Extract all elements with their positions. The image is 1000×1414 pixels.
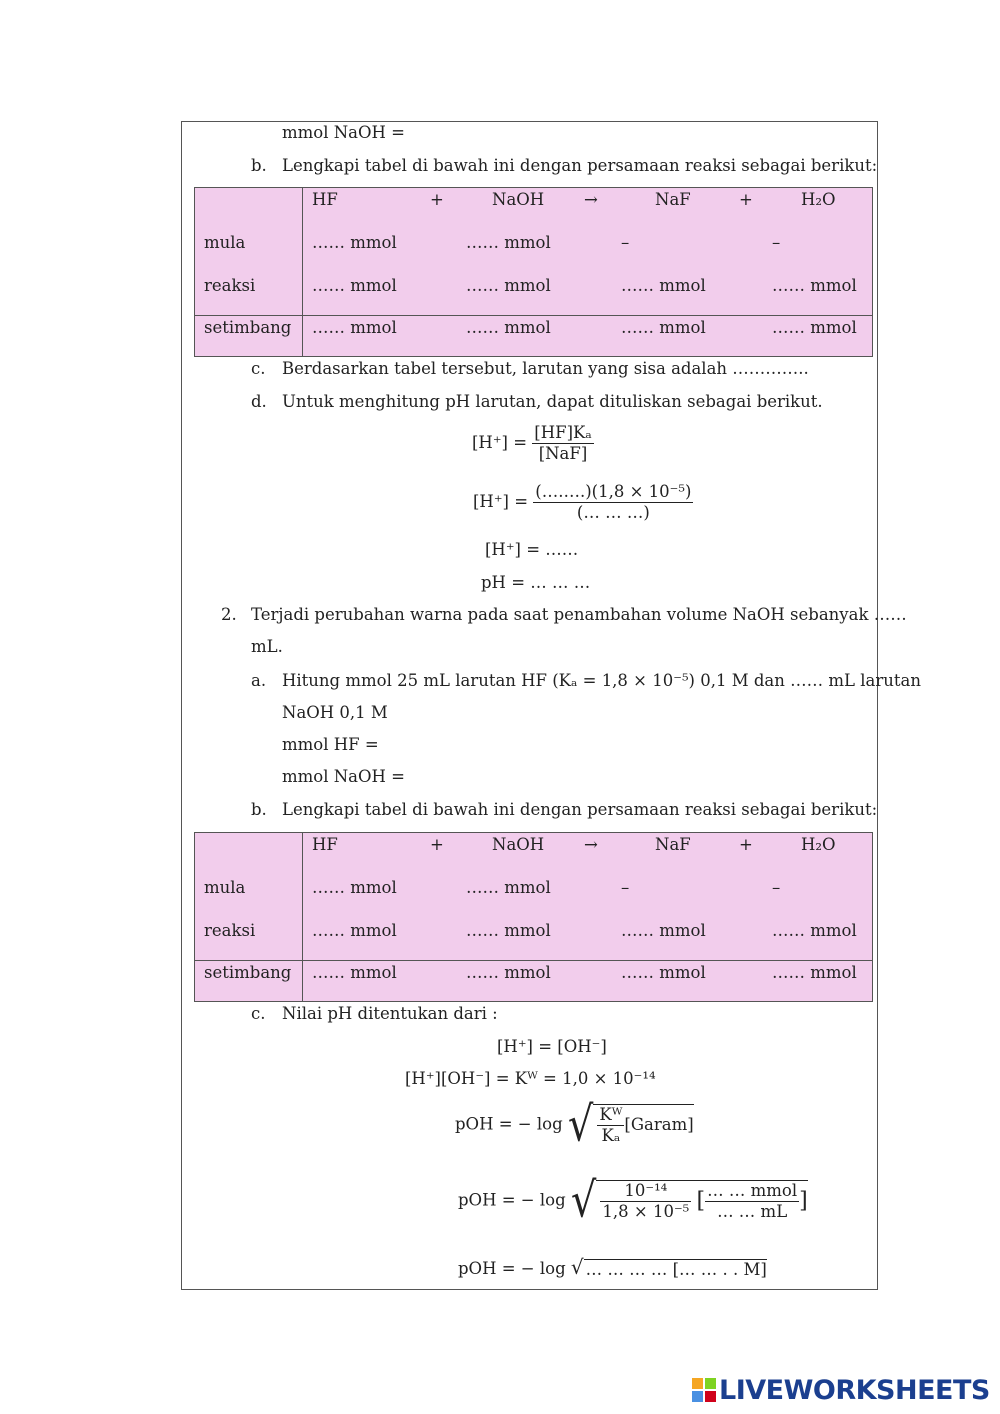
- table-header-cell: NaF: [655, 835, 691, 854]
- table-header-cell: →: [584, 835, 598, 854]
- item-a-marker: a.: [251, 671, 267, 690]
- equation-h-plus-substituted: [473, 482, 693, 523]
- sqrt-icon: √: [570, 1173, 597, 1229]
- fraction-numerator: Kᵂ: [599, 1105, 623, 1124]
- table-header-cell: +: [739, 835, 753, 854]
- sqrt-icon: √: [570, 1255, 584, 1279]
- table-cell: …… mmol: [466, 318, 551, 337]
- table-header-cell: NaOH: [492, 190, 545, 209]
- mmol-naoh-label: mmol NaOH =: [282, 123, 406, 142]
- equation-lhs: pOH = − log: [458, 1190, 566, 1210]
- equation-lhs: pOH = − log: [455, 1114, 563, 1134]
- equation-h-plus-value: [H⁺] = ……: [485, 540, 579, 559]
- table-header-cell: +: [739, 190, 753, 209]
- table-divider: [302, 833, 303, 1001]
- table-cell: …… mmol: [621, 963, 706, 982]
- equation-h-plus-ratio: [472, 423, 594, 464]
- table-divider: [195, 960, 872, 961]
- table-cell: …… mmol: [772, 276, 857, 295]
- table-header-cell: →: [584, 190, 598, 209]
- table-cell: –: [772, 878, 781, 897]
- mmol-hf-label: mmol HF =: [282, 735, 379, 754]
- table-cell: …… mmol: [621, 276, 706, 295]
- equation-lhs: [H⁺] =: [472, 433, 528, 452]
- equation-water-constant: [H⁺][OH⁻] = Kᵂ = 1,0 × 10⁻¹⁴: [405, 1069, 656, 1088]
- item-c-marker: c.: [251, 1004, 266, 1023]
- fraction: [533, 482, 693, 523]
- sqrt-radicand: [593, 1104, 693, 1146]
- table-header-cell: +: [430, 190, 444, 209]
- sqrt-icon: √: [567, 1097, 594, 1153]
- fraction-numerator: 10⁻¹⁴: [624, 1181, 668, 1200]
- fraction: [597, 1105, 624, 1146]
- logo-tiles-icon: [692, 1378, 716, 1402]
- row-label: mula: [204, 233, 246, 252]
- table-cell: …… mmol: [312, 276, 397, 295]
- item-b-marker: b.: [251, 156, 267, 175]
- table-header-cell: H₂O: [801, 835, 836, 854]
- item-b-marker: b.: [251, 800, 267, 819]
- equation-lhs: pOH = − log: [458, 1259, 566, 1278]
- sqrt-radicand: $\frac{\text{10⁻¹⁴}}{\text{1,8 × 10⁻⁵}}$ [ $\frac{\text{… … mmol}}{\dots \dots mL}$ ]: [596, 1180, 807, 1222]
- item-b-text: Lengkapi tabel di bawah ini dengan persamaan reaksi sebagai berikut:: [282, 156, 878, 175]
- fraction-denominator: … … mL: [705, 1201, 799, 1222]
- fraction: [600, 1181, 691, 1222]
- table-header-cell: HF: [312, 835, 338, 854]
- reaction-table-2: [194, 832, 873, 1002]
- table-header-cell: NaF: [655, 190, 691, 209]
- fraction-numerator: (….….)(1,8 × 10⁻⁵): [535, 482, 692, 501]
- fraction-numerator: … … mmol: [707, 1181, 798, 1200]
- table-header-cell: HF: [312, 190, 338, 209]
- table-header-cell: H₂O: [801, 190, 836, 209]
- equation-poh-formula: [455, 1097, 694, 1153]
- table-cell: …… mmol: [466, 878, 551, 897]
- reaction-table-1: [194, 187, 873, 357]
- mmol-naoh-label: mmol NaOH =: [282, 767, 406, 786]
- table-cell: …… mmol: [772, 921, 857, 940]
- fraction: [705, 1181, 799, 1222]
- table-divider: [302, 188, 303, 356]
- item-a-text: Hitung mmol 25 mL larutan HF (Kₐ = 1,8 × 10⁻⁵) 0,1 M dan …… mL larutan: [282, 671, 921, 690]
- table-cell: …… mmol: [466, 233, 551, 252]
- row-label: reaksi: [204, 921, 256, 940]
- question-2-text: Terjadi perubahan warna pada saat penambahan volume NaOH sebanyak ……: [251, 605, 907, 624]
- item-c-text: Nilai pH ditentukan dari :: [282, 1004, 498, 1023]
- table-cell: …… mmol: [621, 921, 706, 940]
- fraction-denominator: Kₐ: [597, 1125, 624, 1146]
- equation-poh-substituted: [458, 1173, 808, 1229]
- table-cell: …… mmol: [312, 233, 397, 252]
- item-c-text: Berdasarkan tabel tersebut, larutan yang sisa adalah …………..: [282, 359, 809, 378]
- table-header-cell: NaOH: [492, 835, 545, 854]
- row-label: setimbang: [204, 963, 292, 982]
- table-cell: …… mmol: [312, 878, 397, 897]
- equation-ph-value: pH = … … …: [481, 573, 591, 592]
- fraction-numerator: [HF]Kₐ: [534, 423, 592, 442]
- row-label: setimbang: [204, 318, 292, 337]
- item-d-marker: d.: [251, 392, 267, 411]
- question-2-marker: 2.: [221, 605, 237, 624]
- table-cell: –: [621, 233, 630, 252]
- fraction-denominator: 1,8 × 10⁻⁵: [602, 1202, 690, 1221]
- table-cell: …… mmol: [772, 318, 857, 337]
- row-label: reaksi: [204, 276, 256, 295]
- table-divider: [195, 315, 872, 316]
- table-header-cell: +: [430, 835, 444, 854]
- fraction-denominator: (… … …): [533, 502, 693, 523]
- table-cell: …… mmol: [312, 318, 397, 337]
- fraction-denominator: [NaF]: [532, 443, 593, 464]
- item-c-marker: c.: [251, 359, 266, 378]
- table-cell: …… mmol: [312, 963, 397, 982]
- table-cell: –: [772, 233, 781, 252]
- garam-term: [Garam]: [624, 1115, 694, 1134]
- item-a-text-cont: NaOH 0,1 M: [282, 703, 388, 722]
- table-cell: …… mmol: [772, 963, 857, 982]
- table-cell: –: [621, 878, 630, 897]
- equation-lhs: [H⁺] =: [473, 492, 529, 511]
- equation-h-equals-oh: [H⁺] = [OH⁻]: [497, 1037, 607, 1056]
- item-b-text: Lengkapi tabel di bawah ini dengan persamaan reaksi sebagai berikut:: [282, 800, 878, 819]
- item-d-text: Untuk menghitung pH larutan, dapat dituliskan sebagai berikut.: [282, 392, 823, 411]
- sqrt-radicand: … … … … [… … . . M]: [585, 1260, 767, 1279]
- question-2-text-cont: mL.: [251, 637, 283, 656]
- table-cell: …… mmol: [466, 921, 551, 940]
- liveworksheets-logo: [692, 1376, 990, 1404]
- fraction: [532, 423, 593, 464]
- row-label: mula: [204, 878, 246, 897]
- equation-poh-value: [458, 1257, 767, 1280]
- table-cell: …… mmol: [312, 921, 397, 940]
- table-cell: …… mmol: [466, 963, 551, 982]
- logo-text: LIVEWORKSHEETS: [719, 1374, 990, 1406]
- table-cell: …… mmol: [466, 276, 551, 295]
- table-cell: …… mmol: [621, 318, 706, 337]
